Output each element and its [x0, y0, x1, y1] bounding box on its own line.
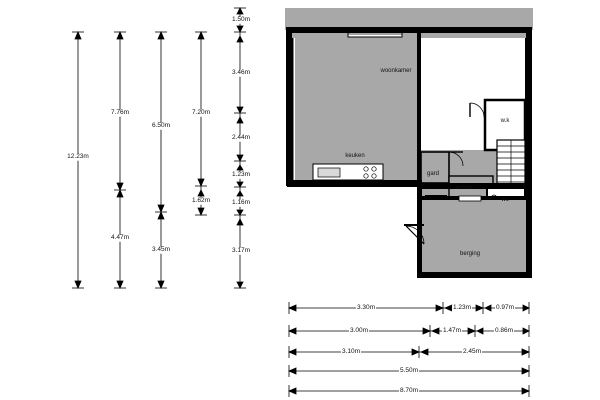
horizontal-dimension-lines: [289, 302, 529, 397]
dim-vertical-2-44: 2.44m: [231, 133, 251, 141]
dim-vertical-6-50: 6.50m: [151, 121, 171, 129]
dim-vertical-1-23: 1.23m: [231, 170, 251, 178]
dim-horizontal-3-10: 3.10m: [341, 347, 361, 355]
dim-horizontal-0-97: 0.97m: [495, 303, 515, 311]
dim-vertical-7-20: 7.20m: [191, 108, 211, 116]
top-outer-wall: [286, 27, 532, 33]
dim-vertical-1-62: 1.62m: [191, 196, 211, 204]
dim-horizontal-2-45: 2.45m: [462, 347, 482, 355]
dim-vertical-3-45: 3.45m: [151, 245, 171, 253]
room-label-woonkamer: woonkamer: [380, 68, 412, 74]
room-label-gard: gard: [426, 171, 440, 177]
staircase: [497, 140, 525, 188]
dim-vertical-7-76: 7.76m: [110, 108, 130, 116]
gard-closet: [421, 152, 449, 183]
room-label-wk: w.k: [500, 118, 510, 124]
room-label-entree: entree: [455, 185, 473, 191]
facade-band: [292, 33, 526, 38]
dim-vertical-3-46: 3.46m: [231, 68, 251, 76]
room-label-keuken: keuken: [345, 153, 365, 159]
top-band: [285, 8, 533, 30]
dim-horizontal-3-30: 3.30m: [356, 303, 376, 311]
room-label-berging: berging: [459, 251, 481, 257]
dim-horizontal-5-50: 5.50m: [399, 366, 419, 374]
dim-horizontal-8-70: 8.70m: [399, 386, 419, 394]
dim-vertical-3-17: 3.17m: [231, 246, 251, 254]
dim-horizontal-3-00: 3.00m: [349, 326, 369, 334]
plan-geometry: [285, 8, 533, 278]
dim-vertical-1-50: 1.50m: [231, 15, 251, 23]
dim-vertical-1-16: 1.16m: [231, 198, 251, 206]
right-outer-wall: [526, 30, 532, 278]
berging-left-wall: [417, 189, 422, 278]
sink: [318, 168, 340, 177]
dim-vertical-12-23: 12.23m: [67, 152, 89, 160]
dim-horizontal-0-86: 0.86m: [494, 326, 514, 334]
dim-horizontal-1-47: 1.47m: [442, 326, 462, 334]
room-label-wc: wc: [501, 197, 509, 203]
dim-horizontal-1-23: 1.23m: [452, 303, 472, 311]
berging-window: [459, 196, 481, 201]
berging-bottom-wall: [417, 272, 532, 278]
dim-vertical-4-47: 4.47m: [110, 233, 130, 241]
left-outer-wall: [286, 30, 292, 185]
mid-wall: [417, 183, 532, 189]
bottom-wall-left: [286, 180, 422, 186]
berging-room: [420, 198, 529, 275]
